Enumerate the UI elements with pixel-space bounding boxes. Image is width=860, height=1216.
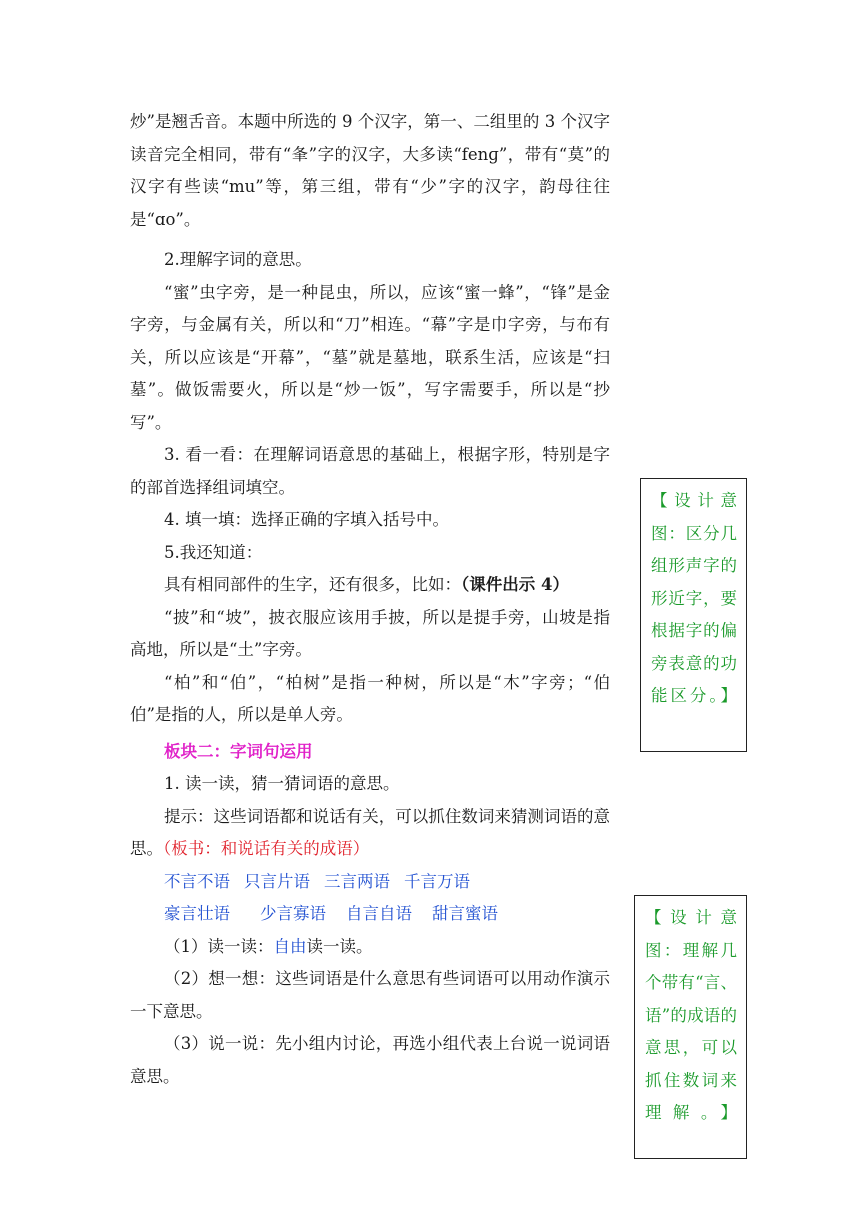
paragraph-bai-bo: “柏”和“伯”，“柏树”是指一种树，所以是“木”字旁；“伯伯”是指的人，所以是单人旁。 bbox=[130, 672, 610, 724]
paragraph-pronunciation: 炒”是翘舌音。本题中所选的 9 个汉字，第一、二组里的 3 个汉字读音完全相同，带有“夆”字的汉字，大多读“fenɡ”，带有“莫”的汉字有些读“mu”等，第三组，带有“少”字的汉字，韵母往往是“ɑo”。 bbox=[130, 112, 610, 229]
idiom: 不言不语 bbox=[164, 871, 230, 891]
step-1-prefix: （1）读一读： bbox=[164, 936, 274, 956]
paragraph-hint bbox=[130, 801, 610, 866]
design-intent-note-2 bbox=[634, 895, 747, 1159]
design-intent-note-1 bbox=[640, 478, 747, 752]
step-1-free: 自由 bbox=[273, 936, 307, 956]
idiom: 三言两语 bbox=[324, 871, 390, 891]
paragraph-fill: 4. 填一填：选择正确的字填入括号中。 bbox=[164, 510, 449, 529]
paragraph-components bbox=[130, 569, 610, 602]
section-title: 板块二：字词句运用 bbox=[164, 741, 313, 761]
heading-i-know: 5.我还知道： bbox=[164, 542, 263, 562]
components-text: 具有相同部件的生字，还有很多，比如： bbox=[164, 575, 461, 594]
paragraph-pi-po: “披”和“坡”，披衣服应该用手披，所以是提手旁，山坡是指高地，所以是“土”字旁。 bbox=[130, 607, 610, 659]
idiom-row-1 bbox=[130, 866, 610, 899]
heading-understand-meaning: 2.理解字词的意思。 bbox=[164, 250, 312, 269]
idiom: 千言万语 bbox=[404, 871, 470, 891]
idiom: 豪言壮语 bbox=[164, 904, 230, 923]
paragraph-step-3: （3）说一说：先小组内讨论，再选小组代表上台说一说词语意思。 bbox=[130, 1034, 610, 1086]
idiom: 自言自语 bbox=[346, 904, 412, 923]
paragraph-meaning: “蜜”虫字旁，是一种昆虫，所以，应该“蜜一蜂”，“锋”是金字旁，与金属有关，所以和“刀”相连。“幕”字是巾字旁，与布有关，所以应该是“开幕”，“墓”就是墓地，联系生活，应该是“扫墓”。做饭需要火，所以是“炒一饭”，写字需要手，所以是“抄写”。 bbox=[130, 282, 610, 432]
idiom: 甜言蜜语 bbox=[432, 904, 498, 923]
hint-text: 提示：这些词语都和说话有关，可以抓住数词来猜测词语的意思。 bbox=[130, 806, 610, 858]
idiom-row-2 bbox=[130, 898, 610, 931]
board-note: （板书：和说话有关的成语） bbox=[163, 839, 370, 858]
paragraph-step-2: （2）想一想：这些词语是什么意思有些词语可以用动作演示一下意思。 bbox=[130, 969, 610, 1021]
courseware-note: （课件出示 4） bbox=[461, 575, 569, 594]
design-intent-text-1: 【设计意图：区分几组形声字的形近字，要根据字的偏旁表意的功能区分。】 bbox=[651, 491, 737, 705]
main-text-column bbox=[130, 106, 610, 1093]
paragraph-step-1 bbox=[130, 931, 610, 964]
step-1-suffix: 读一读。 bbox=[306, 936, 373, 956]
paragraph-read-guess: 1. 读一读，猜一猜词语的意思。 bbox=[164, 774, 400, 793]
idiom: 只言片语 bbox=[244, 871, 310, 891]
idiom: 少言寡语 bbox=[260, 904, 326, 923]
design-intent-text-2: 【设计意图：理解几个带有“言、语”的成语的意思，可以抓住数词来理解。】 bbox=[645, 908, 737, 1122]
paragraph-look: 3. 看一看：在理解词语意思的基础上，根据字形，特别是字的部首选择组词填空。 bbox=[130, 445, 610, 497]
